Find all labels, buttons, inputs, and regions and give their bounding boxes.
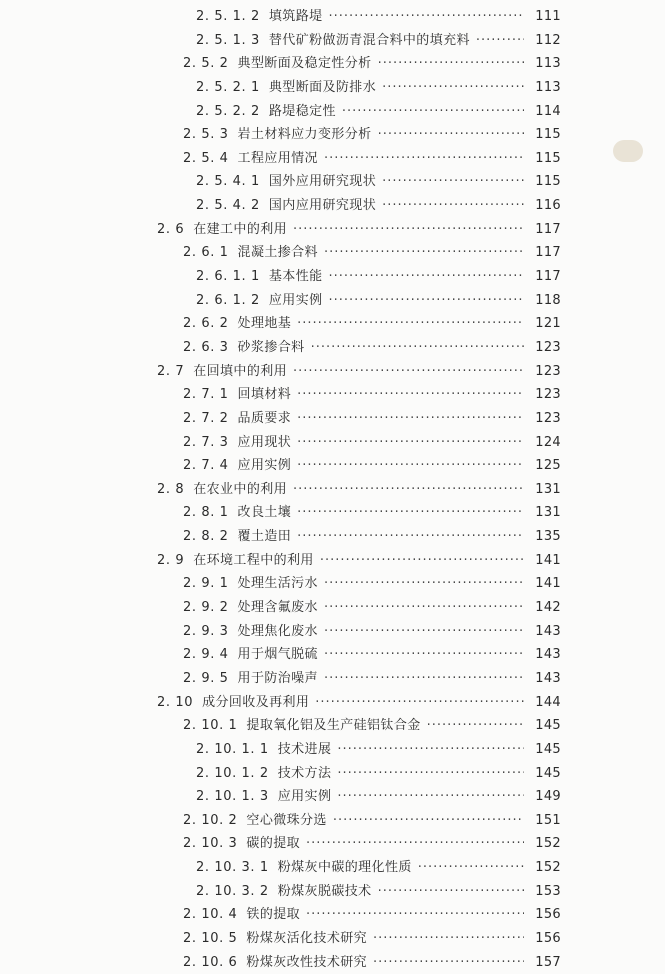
- dot-leader: [329, 265, 525, 289]
- dot-leader: [297, 407, 524, 431]
- section-title: 岩土材料应力变形分析: [237, 127, 372, 143]
- section-number: 2. 5. 2. 2: [196, 103, 260, 119]
- section-title: 在回填中的利用: [193, 363, 288, 379]
- toc-entry[interactable]: [183, 596, 528, 620]
- toc-row: [0, 832, 665, 856]
- section-title: 粉煤灰改性技术研究: [246, 954, 368, 970]
- dot-leader: [337, 762, 524, 786]
- page-number: 143: [535, 670, 561, 686]
- page-number: 112: [535, 32, 561, 48]
- section-title: 填筑路堤: [268, 9, 323, 24]
- page-number: 145: [535, 765, 561, 781]
- toc-entry[interactable]: [183, 123, 528, 147]
- toc-entry[interactable]: [196, 880, 528, 904]
- toc-row: [0, 123, 665, 147]
- toc-row: [0, 100, 665, 124]
- section-title: 粉煤灰中碳的理化性质: [277, 860, 412, 876]
- page-number: 115: [535, 127, 561, 143]
- section-title: 处理含氟废水: [237, 600, 318, 616]
- dot-leader: [342, 100, 524, 124]
- dot-leader: [311, 336, 524, 360]
- toc-entry[interactable]: [196, 738, 528, 762]
- dot-leader: [418, 856, 524, 880]
- toc-entry[interactable]: [183, 903, 528, 927]
- toc-row: [0, 691, 665, 715]
- section-title: 处理生活污水: [237, 576, 318, 592]
- section-title: 应用现状: [237, 434, 292, 450]
- page-number: 141: [535, 576, 561, 592]
- toc-row: [0, 738, 665, 762]
- section-title: 用于防治噪声: [237, 670, 318, 686]
- dot-leader: [329, 5, 525, 29]
- section-number: 2. 5. 1. 2: [196, 9, 260, 24]
- page-number: 135: [535, 529, 561, 545]
- toc-row: [0, 643, 665, 667]
- page-number: 157: [535, 954, 561, 970]
- toc-entry[interactable]: [157, 549, 528, 573]
- page-number: 145: [535, 741, 561, 757]
- section-number: 2. 10. 4: [183, 907, 238, 923]
- dot-leader: [324, 147, 524, 171]
- dot-leader: [337, 738, 524, 762]
- toc-entry[interactable]: [196, 76, 528, 100]
- toc-entry[interactable]: [157, 478, 528, 502]
- toc-row: [0, 525, 665, 549]
- section-number: 2. 7. 3: [183, 434, 229, 450]
- section-title: 砂浆掺合料: [237, 339, 305, 355]
- section-number: 2. 9. 2: [183, 600, 229, 616]
- toc-row: [0, 549, 665, 573]
- page-number: 156: [535, 907, 561, 923]
- section-title: 典型断面及稳定性分析: [237, 56, 372, 72]
- page-number: 113: [535, 56, 561, 72]
- section-title: 应用实例: [277, 789, 332, 805]
- section-title: 碳的提取: [246, 836, 301, 852]
- section-title: 品质要求: [237, 410, 292, 426]
- page-number: 149: [535, 789, 561, 805]
- dot-leader: [293, 478, 524, 502]
- dot-leader: [476, 29, 524, 53]
- section-title: 提取氧化铝及生产硅铝钛合金: [246, 718, 421, 734]
- dot-leader: [382, 170, 524, 194]
- page-number: 113: [535, 79, 561, 95]
- toc-row: [0, 52, 665, 76]
- toc-row: [0, 620, 665, 644]
- dot-leader: [378, 52, 524, 76]
- toc-entry[interactable]: [157, 691, 528, 715]
- toc-entry[interactable]: [196, 265, 528, 289]
- section-number: 2. 9. 5: [183, 670, 229, 686]
- toc-entry[interactable]: [196, 100, 528, 124]
- page-number: 131: [535, 505, 561, 521]
- page-number: 116: [535, 198, 561, 214]
- dot-leader: [329, 289, 525, 313]
- toc-entry[interactable]: [196, 785, 528, 809]
- page-number: 115: [535, 174, 561, 190]
- section-number: 2. 10. 5: [183, 930, 238, 946]
- toc-row: [0, 596, 665, 620]
- section-title: 典型断面及防排水: [268, 79, 377, 95]
- section-number: 2. 9. 1: [183, 576, 229, 592]
- toc-entry[interactable]: [157, 218, 528, 242]
- toc-row: [0, 903, 665, 927]
- dot-leader: [382, 76, 524, 100]
- section-title: 国内应用研究现状: [268, 198, 377, 214]
- toc-entry[interactable]: [196, 170, 528, 194]
- toc-entry[interactable]: [183, 52, 528, 76]
- toc-row: [0, 218, 665, 242]
- toc-row: [0, 265, 665, 289]
- page-number: 117: [535, 245, 561, 261]
- dot-leader: [324, 596, 524, 620]
- section-title: 用于烟气脱硫: [237, 647, 318, 663]
- dot-leader: [293, 218, 524, 242]
- section-number: 2. 7. 1: [183, 387, 229, 403]
- section-title: 混凝土掺合料: [237, 245, 318, 261]
- section-number: 2. 9. 3: [183, 623, 229, 639]
- dot-leader: [297, 383, 524, 407]
- toc-entry[interactable]: [183, 643, 528, 667]
- section-number: 2. 9. 4: [183, 647, 229, 663]
- page-number: 142: [535, 600, 561, 616]
- toc-entry[interactable]: [183, 454, 528, 478]
- toc-row: [0, 880, 665, 904]
- toc-entry[interactable]: [183, 572, 528, 596]
- page-number: 131: [535, 481, 561, 497]
- section-title: 回填材料: [237, 387, 292, 403]
- page-number: 123: [535, 339, 561, 355]
- dot-leader: [333, 809, 524, 833]
- toc-row: [0, 478, 665, 502]
- dot-leader: [293, 360, 524, 384]
- dot-leader: [297, 501, 524, 525]
- section-title: 改良土壤: [237, 505, 292, 521]
- section-number: 2. 9: [157, 552, 185, 568]
- section-number: 2. 8. 2: [183, 529, 229, 545]
- page-number: 145: [535, 718, 561, 734]
- table-of-contents: [0, 5, 665, 974]
- page-number: 123: [535, 387, 561, 403]
- page-number: 143: [535, 647, 561, 663]
- dot-leader: [324, 643, 524, 667]
- toc-row: [0, 407, 665, 431]
- toc-entry[interactable]: [183, 241, 528, 265]
- section-number: 2. 10. 3: [183, 836, 238, 852]
- section-number: 2. 5. 4. 1: [196, 174, 260, 190]
- section-title: 在建工中的利用: [193, 221, 288, 237]
- page-number: 123: [535, 410, 561, 426]
- toc-entry[interactable]: [183, 927, 528, 951]
- section-title: 粉煤灰活化技术研究: [246, 930, 368, 946]
- toc-entry[interactable]: [183, 336, 528, 360]
- dot-leader: [378, 123, 524, 147]
- toc-entry[interactable]: [183, 501, 528, 525]
- dot-leader: [324, 667, 524, 691]
- toc-row: [0, 147, 665, 171]
- page-number: 121: [535, 316, 561, 332]
- page-number: 152: [535, 860, 561, 876]
- toc-row: [0, 714, 665, 738]
- section-number: 2. 5. 2: [183, 56, 229, 72]
- section-number: 2. 10. 2: [183, 812, 238, 828]
- toc-entry[interactable]: [183, 832, 528, 856]
- section-number: 2. 10. 1. 1: [196, 741, 269, 757]
- section-number: 2. 5. 4: [183, 150, 229, 166]
- page-number: 144: [535, 694, 561, 710]
- section-number: 2. 10. 6: [183, 954, 238, 970]
- section-number: 2. 5. 1. 3: [196, 32, 260, 48]
- section-number: 2. 8: [157, 481, 185, 497]
- toc-row: [0, 289, 665, 313]
- toc-row: [0, 241, 665, 265]
- page-number: 124: [535, 434, 561, 450]
- dot-leader: [324, 620, 524, 644]
- section-title: 空心微珠分选: [246, 812, 327, 828]
- dot-leader: [324, 572, 524, 596]
- dot-leader: [427, 714, 524, 738]
- toc-entry[interactable]: [196, 762, 528, 786]
- section-number: 2. 10. 1. 3: [196, 789, 269, 805]
- toc-row: [0, 572, 665, 596]
- section-number: 2. 8. 1: [183, 505, 229, 521]
- dot-leader: [337, 785, 524, 809]
- toc-entry[interactable]: [196, 289, 528, 313]
- toc-entry[interactable]: [196, 856, 528, 880]
- toc-entry[interactable]: [183, 951, 528, 974]
- toc-row: [0, 762, 665, 786]
- toc-entry[interactable]: [196, 194, 528, 218]
- section-title: 成分回收及再利用: [202, 694, 310, 710]
- section-title: 工程应用情况: [237, 150, 318, 166]
- toc-row: [0, 454, 665, 478]
- page-number: 117: [535, 269, 561, 285]
- toc-row: [0, 336, 665, 360]
- toc-row: [0, 383, 665, 407]
- section-title: 粉煤灰脱碳技术: [277, 883, 372, 899]
- toc-row: [0, 927, 665, 951]
- page-number: 125: [535, 458, 561, 474]
- page-number: 123: [535, 363, 561, 379]
- toc-row: [0, 5, 665, 29]
- section-title: 基本性能: [268, 269, 323, 285]
- page-number: 156: [535, 930, 561, 946]
- dot-leader: [306, 903, 524, 927]
- toc-entry[interactable]: [183, 809, 528, 833]
- toc-entry[interactable]: [183, 147, 528, 171]
- toc-entry[interactable]: [183, 667, 528, 691]
- toc-row: [0, 856, 665, 880]
- section-number: 2. 6. 1. 2: [196, 292, 260, 308]
- dot-leader: [324, 241, 524, 265]
- page-number: 114: [535, 103, 561, 119]
- toc-entry[interactable]: [183, 312, 528, 336]
- section-number: 2. 10. 3. 1: [196, 860, 269, 876]
- toc-entry[interactable]: [196, 5, 528, 29]
- toc-row: [0, 312, 665, 336]
- dot-leader: [297, 525, 524, 549]
- section-number: 2. 6. 1: [183, 245, 229, 261]
- section-number: 2. 6. 2: [183, 316, 229, 332]
- toc-row: [0, 76, 665, 100]
- toc-row: [0, 170, 665, 194]
- dot-leader: [320, 549, 524, 573]
- section-title: 在环境工程中的利用: [193, 552, 314, 568]
- section-title: 替代矿粉做沥青混合料中的填充料: [268, 32, 470, 48]
- section-number: 2. 5. 4. 2: [196, 198, 260, 214]
- toc-entry[interactable]: [196, 29, 528, 53]
- page-number: 111: [535, 9, 561, 24]
- toc-entry[interactable]: [183, 525, 528, 549]
- section-number: 2. 5. 2. 1: [196, 79, 260, 95]
- toc-row: [0, 360, 665, 384]
- section-number: 2. 10. 3. 2: [196, 883, 269, 899]
- toc-entry[interactable]: [183, 714, 528, 738]
- toc-entry[interactable]: [183, 407, 528, 431]
- page-number: 151: [535, 812, 561, 828]
- dot-leader: [378, 880, 524, 904]
- section-title: 技术方法: [277, 765, 332, 781]
- section-title: 应用实例: [237, 458, 292, 474]
- toc-entry[interactable]: [183, 620, 528, 644]
- section-title: 处理焦化废水: [237, 623, 318, 639]
- toc-entry[interactable]: [183, 383, 528, 407]
- page-number: 117: [535, 221, 561, 237]
- section-title: 在农业中的利用: [193, 481, 288, 497]
- toc-row: [0, 809, 665, 833]
- page-number: 115: [535, 150, 561, 166]
- page-number: 118: [535, 292, 561, 308]
- toc-row: [0, 785, 665, 809]
- section-title: 覆土造田: [237, 529, 292, 545]
- toc-entry[interactable]: [157, 360, 528, 384]
- section-number: 2. 7. 4: [183, 458, 229, 474]
- section-number: 2. 10. 1. 2: [196, 765, 269, 781]
- section-title: 国外应用研究现状: [268, 174, 377, 190]
- toc-row: [0, 951, 665, 974]
- section-number: 2. 7. 2: [183, 410, 229, 426]
- section-number: 2. 10. 1: [183, 718, 238, 734]
- dot-leader: [373, 951, 524, 974]
- section-number: 2. 6. 1. 1: [196, 269, 260, 285]
- dot-leader: [297, 312, 524, 336]
- section-title: 应用实例: [268, 292, 323, 308]
- section-number: 2. 6: [157, 221, 185, 237]
- section-number: 2. 6. 3: [183, 339, 229, 355]
- toc-row: [0, 431, 665, 455]
- section-title: 处理地基: [237, 316, 292, 332]
- toc-entry[interactable]: [183, 431, 528, 455]
- toc-row: [0, 29, 665, 53]
- dot-leader: [297, 431, 524, 455]
- dot-leader: [306, 832, 524, 856]
- section-title: 路堤稳定性: [268, 103, 336, 119]
- toc-row: [0, 667, 665, 691]
- dot-leader: [382, 194, 524, 218]
- toc-row: [0, 194, 665, 218]
- page-number: 141: [535, 552, 561, 568]
- section-number: 2. 10: [157, 694, 194, 710]
- page-number: 152: [535, 836, 561, 852]
- section-title: 技术进展: [277, 741, 332, 757]
- page-number: 143: [535, 623, 561, 639]
- toc-row: [0, 501, 665, 525]
- dot-leader: [373, 927, 524, 951]
- section-title: 铁的提取: [246, 907, 301, 923]
- page-number: 153: [535, 883, 561, 899]
- dot-leader: [315, 691, 524, 715]
- dot-leader: [297, 454, 524, 478]
- section-number: 2. 7: [157, 363, 185, 379]
- section-number: 2. 5. 3: [183, 127, 229, 143]
